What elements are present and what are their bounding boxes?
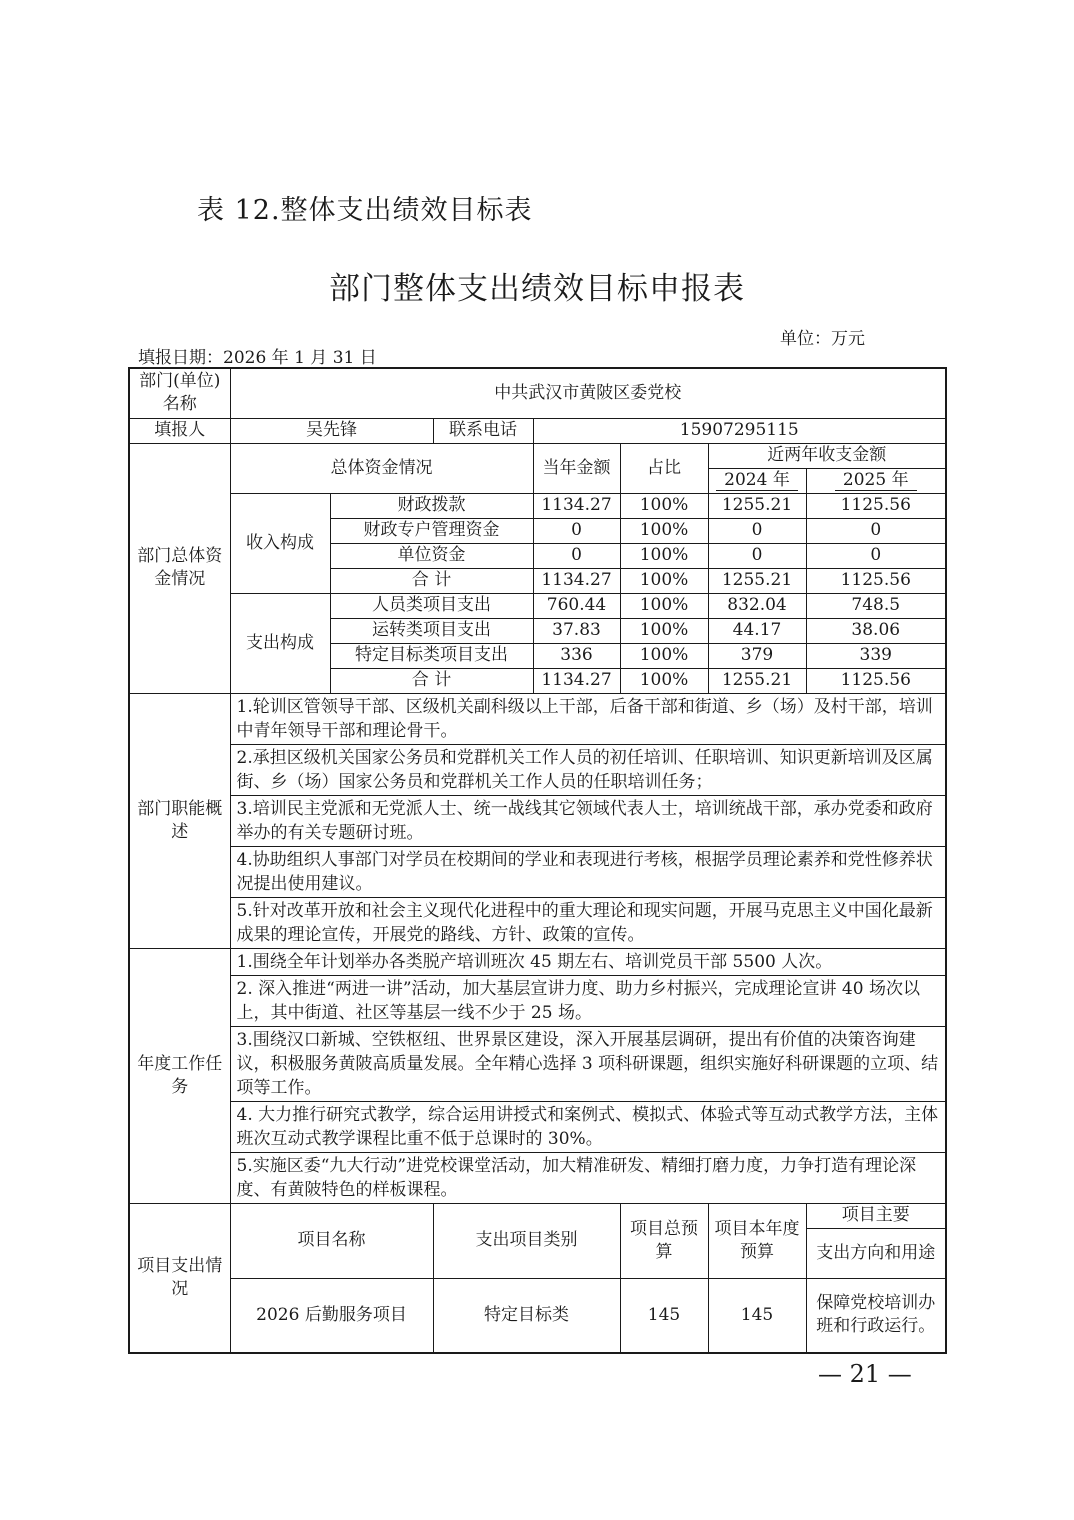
row-name: 财政拨款	[330, 493, 533, 518]
page-title: 部门整体支出绩效目标申报表	[329, 271, 745, 307]
row-name: 单位资金	[330, 543, 533, 568]
row-name: 合 计	[330, 568, 533, 593]
row-2025: 0	[806, 543, 946, 568]
task-item: 5.实施区委“九大行动”进党校课堂活动，加大精准研发、精细打磨力度，力争打造有理论深度、有黄陂特色的样板课程。	[230, 1152, 946, 1203]
function-item: 2.承担区级机关国家公务员和党群机关工作人员的初任培训、任职培训、知识更新培训及区属街、乡（场）国家公务员和党群机关工作人员的任职培训任务；	[230, 744, 946, 795]
row-2024: 44.17	[708, 618, 806, 643]
project-purpose: 保障党校培训办班和行政运行。	[806, 1278, 946, 1353]
page-number: — 21 —	[818, 1360, 912, 1388]
function-item: 5.针对改革开放和社会主义现代化进程中的重大理论和现实问题，开展马克思主义中国化最新成果的理论宣传，开展党的路线、方针、政策的宣传。	[230, 897, 946, 948]
project-total-budget: 145	[620, 1278, 708, 1353]
document-heading: 表 12.整体支出绩效目标表	[197, 195, 533, 226]
table-row	[129, 1278, 946, 1353]
dept-name-label: 部门(单位) 名称	[129, 368, 230, 418]
row-ratio: 100%	[620, 593, 708, 618]
row-name: 人员类项目支出	[330, 593, 533, 618]
row-2024: 1255.21	[708, 568, 806, 593]
phone-label: 联系电话	[433, 418, 533, 443]
task-item: 1.围绕全年计划举办各类脱产培训班次 45 期左右、培训党员干部 5500 人次。	[230, 948, 946, 975]
row-ratio: 100%	[620, 618, 708, 643]
projects-label: 项目支出情况	[129, 1203, 230, 1353]
function-item: 4.协助组织人事部门对学员在校期间的学业和表现进行考核，根据学员理论素养和党性修养状况提出使用建议。	[230, 846, 946, 897]
project-total-budget-header: 项目总预算	[620, 1203, 708, 1278]
row-2024: 0	[708, 543, 806, 568]
row-2024: 1255.21	[708, 493, 806, 518]
row-name: 合 计	[330, 668, 533, 693]
dept-name-value: 中共武汉市黄陂区委党校	[230, 368, 946, 418]
row-amount: 37.83	[533, 618, 620, 643]
year-2025-header	[806, 468, 946, 493]
row-2025: 1125.56	[806, 568, 946, 593]
project-year-budget: 145	[708, 1278, 806, 1353]
row-amount: 336	[533, 643, 620, 668]
row-ratio: 100%	[620, 543, 708, 568]
row-amount: 0	[533, 518, 620, 543]
project-year-budget-header: 项目本年度预算	[708, 1203, 806, 1278]
unit-label: 单位：万元	[780, 329, 865, 349]
row-2025: 1125.56	[806, 493, 946, 518]
reporter-label: 填报人	[129, 418, 230, 443]
table-row	[129, 593, 946, 618]
row-2025: 748.5	[806, 593, 946, 618]
function-item: 3.培训民主党派和无党派人士、统一战线其它领域代表人士，培训统战干部，承办党委和政府举办的有关专题研讨班。	[230, 795, 946, 846]
row-name: 特定目标类项目支出	[330, 643, 533, 668]
annual-tasks-label: 年度工作任务	[129, 948, 230, 1203]
project-category: 特定目标类	[433, 1278, 620, 1353]
task-item: 4. 大力推行研究式教学，综合运用讲授式和案例式、模拟式、体验式等互动式教学方法，主体班次互动式教学课程比重不低于总课时的 30%。	[230, 1101, 946, 1152]
project-name-header: 项目名称	[230, 1203, 433, 1278]
row-2024: 832.04	[708, 593, 806, 618]
ratio-header: 占比	[620, 443, 708, 493]
expense-label: 支出构成	[230, 593, 330, 693]
year-2024-text: 2024 年	[716, 470, 798, 491]
project-category-header: 支出项目类别	[433, 1203, 620, 1278]
project-name: 2026 后勤服务项目	[230, 1278, 433, 1353]
performance-target-table	[128, 367, 947, 1354]
row-ratio: 100%	[620, 568, 708, 593]
phone-value: 15907295115	[533, 418, 946, 443]
row-2024: 1255.21	[708, 668, 806, 693]
year-2025-text: 2025 年	[835, 470, 917, 491]
row-amount: 0	[533, 543, 620, 568]
row-2024: 379	[708, 643, 806, 668]
function-item: 1.轮训区管领导干部、区级机关副科级以上干部，后备干部和街道、乡（场）及村干部，培训中青年领导干部和理论骨干。	[230, 693, 946, 744]
task-item: 3.围绕汉口新城、空铁枢纽、世界景区建设，深入开展基层调研，提出有价值的决策咨询建议，积极服务黄陂高质量发展。全年精心选择 3 项科研课题，组织实施好科研课题的立项、结项等工作。	[230, 1026, 946, 1101]
table-row	[129, 493, 946, 518]
income-label: 收入构成	[230, 493, 330, 593]
row-2025: 1125.56	[806, 668, 946, 693]
row-2025: 0	[806, 518, 946, 543]
row-ratio: 100%	[620, 518, 708, 543]
row-ratio: 100%	[620, 668, 708, 693]
fill-date: 填报日期：2026 年 1 月 31 日	[138, 348, 377, 368]
row-2025: 38.06	[806, 618, 946, 643]
reporter-value: 吴先锋	[230, 418, 433, 443]
current-amount-header: 当年金额	[533, 443, 620, 493]
row-ratio: 100%	[620, 643, 708, 668]
row-amount: 760.44	[533, 593, 620, 618]
project-purpose-header-bottom: 支出方向和用途	[806, 1228, 946, 1278]
row-amount: 1134.27	[533, 668, 620, 693]
row-2025: 339	[806, 643, 946, 668]
overall-funds-header: 总体资金情况	[230, 443, 533, 493]
two-years-header: 近两年收支金额	[708, 443, 946, 468]
project-purpose-header-top: 项目主要	[806, 1203, 946, 1228]
row-2024: 0	[708, 518, 806, 543]
row-name: 运转类项目支出	[330, 618, 533, 643]
row-amount: 1134.27	[533, 568, 620, 593]
row-name: 财政专户管理资金	[330, 518, 533, 543]
row-amount: 1134.27	[533, 493, 620, 518]
year-2024-header	[708, 468, 806, 493]
row-ratio: 100%	[620, 493, 708, 518]
task-item: 2. 深入推进“两进一讲”活动，加大基层宣讲力度、助力乡村振兴，完成理论宣讲 40 场次以上，其中街道、社区等基层一线不少于 25 场。	[230, 975, 946, 1026]
functions-label: 部门职能概述	[129, 693, 230, 948]
funds-section-label: 部门总体资金情况	[129, 443, 230, 693]
